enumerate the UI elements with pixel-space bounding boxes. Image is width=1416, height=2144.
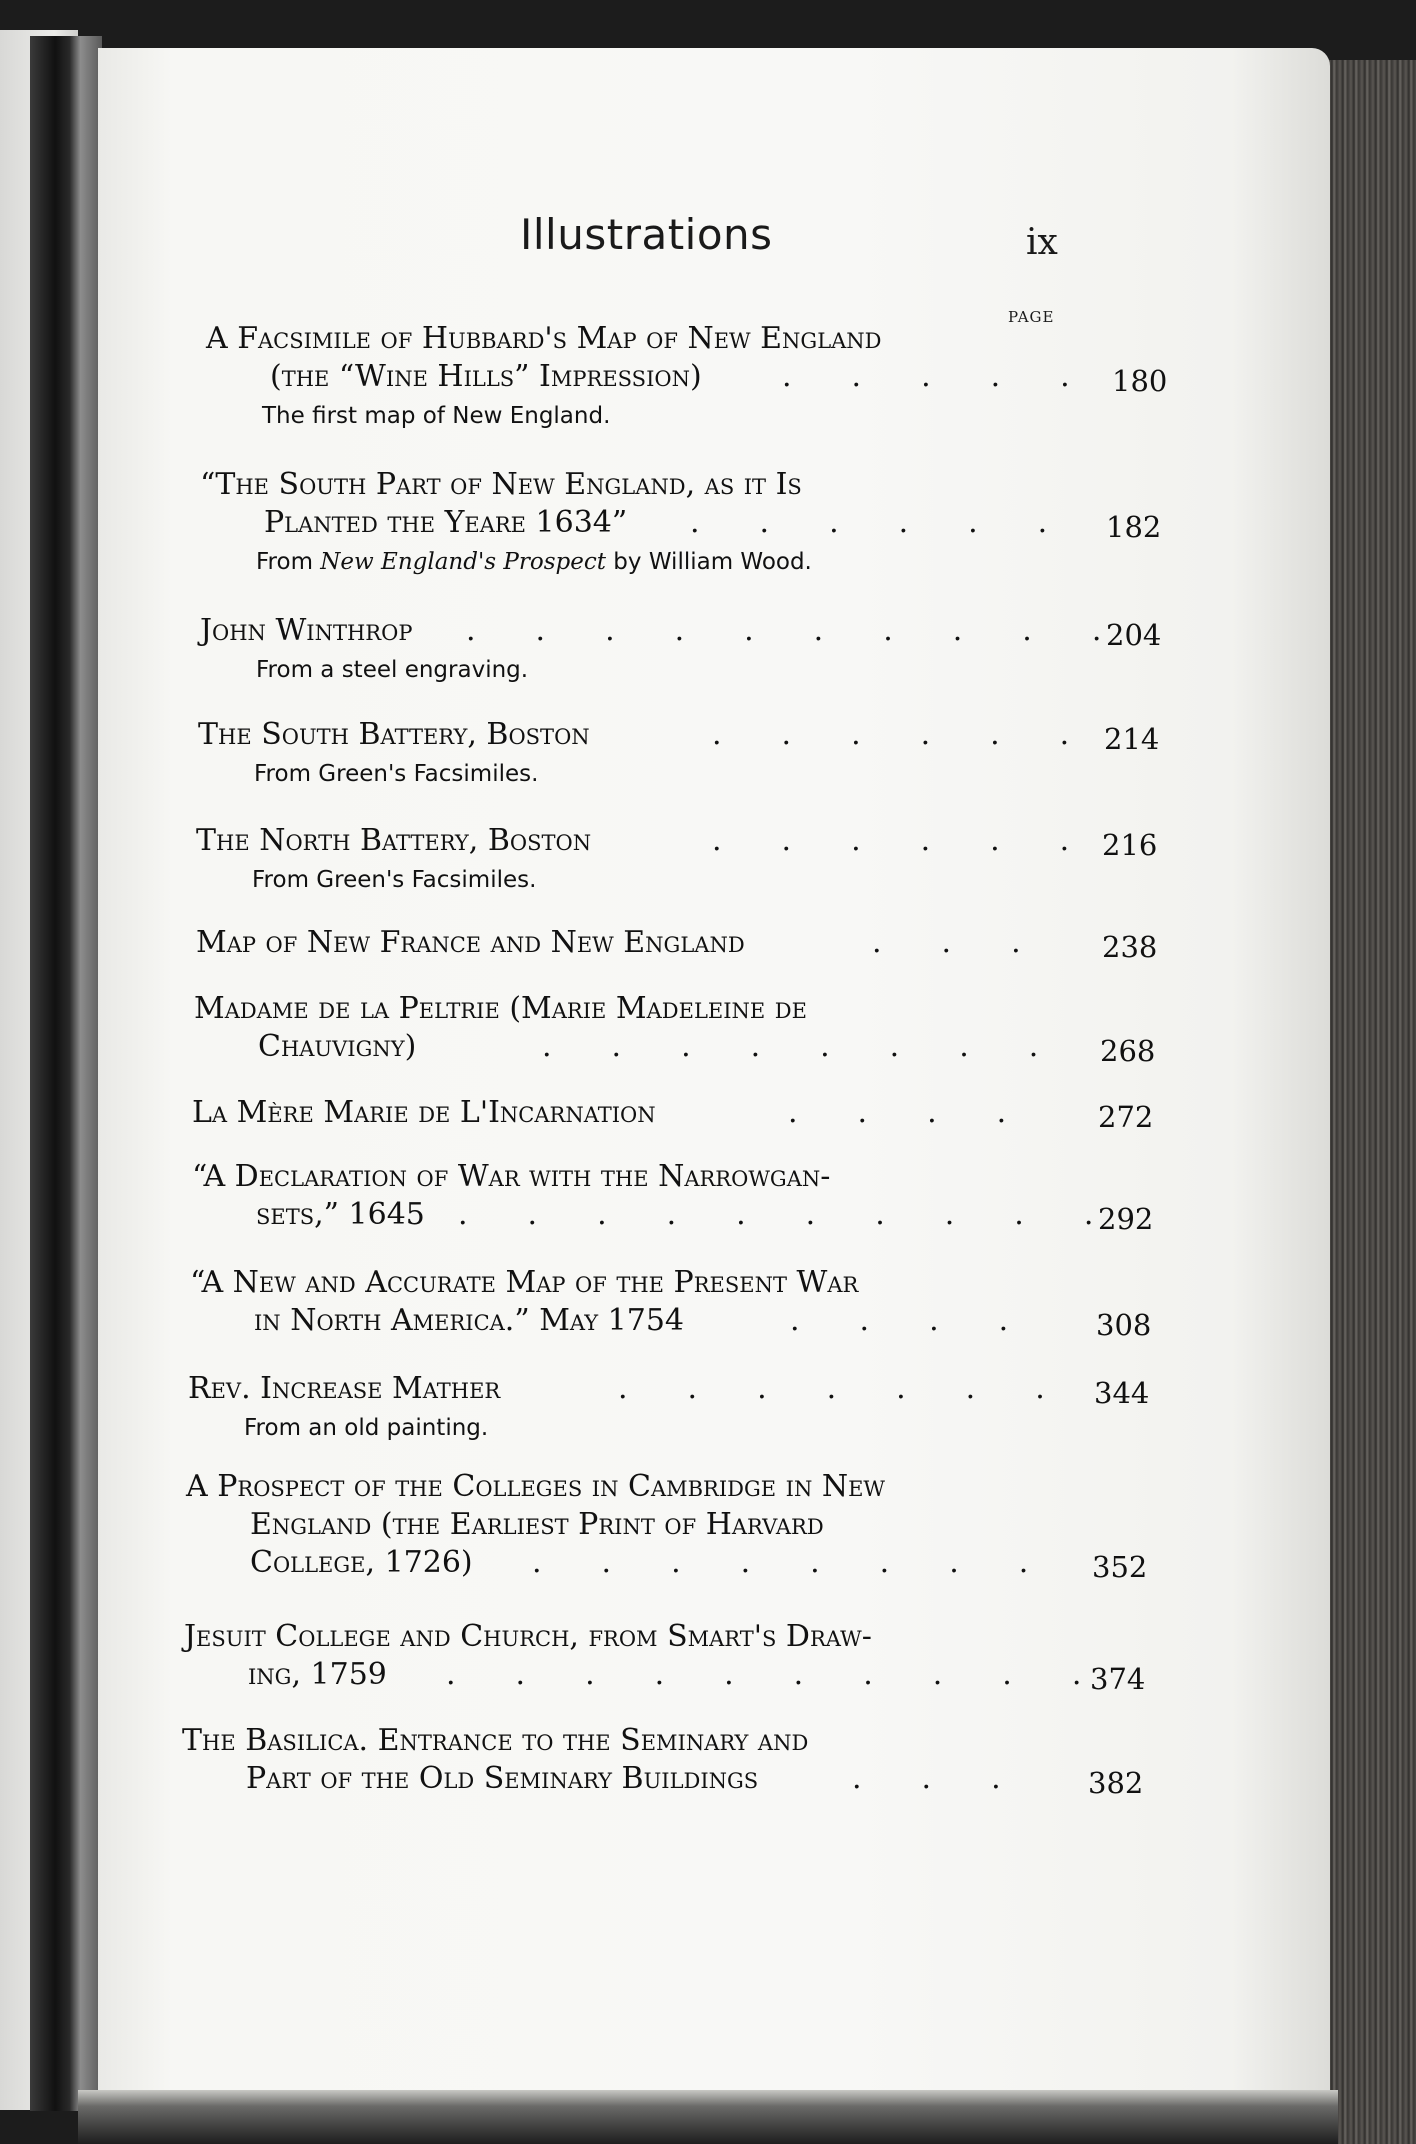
entry-caption <box>200 654 1100 686</box>
entry-title-text: La Mère Marie de L'Incarnation <box>192 1095 656 1130</box>
entry-title-text: College, 1726) <box>250 1545 473 1580</box>
dot-leader: . . . . . . . . . . <box>466 613 1102 648</box>
dot-leader: . . . . . . <box>690 505 1048 540</box>
dot-leader: . . . . <box>788 1095 1007 1130</box>
illustration-entry <box>186 1468 1150 1582</box>
entry-title-text: England (the Earliest Print of Harvard <box>250 1507 824 1542</box>
entry-title-line <box>196 822 1158 862</box>
entry-title-line <box>188 1370 1150 1410</box>
entry-title-text: A Prospect of the Colleges in Cambridge in New <box>186 1469 886 1504</box>
entry-title-text: in North America.” May 1754 <box>254 1303 684 1338</box>
entry-caption <box>200 546 1164 578</box>
entry-title-text: Chauvigny) <box>258 1029 417 1064</box>
entry-title-text: Madame de la Peltrie (Marie Madeleine de <box>194 991 807 1026</box>
illustration-entry <box>192 1094 1154 1134</box>
page-number: ix <box>1026 222 1058 263</box>
entry-title-line <box>198 716 1160 756</box>
entry-caption <box>188 1412 1088 1444</box>
caption-text: From <box>256 549 321 575</box>
entry-title-text: sets,” 1645 <box>256 1197 425 1232</box>
entry-page-number: 344 <box>1094 1376 1150 1410</box>
entry-title-line <box>186 1506 1150 1544</box>
entry-page-number: 238 <box>1102 930 1158 964</box>
entry-page-number: 382 <box>1088 1766 1144 1800</box>
dot-leader: . . . . . . . <box>618 1371 1045 1406</box>
entry-title-text: The North Battery, Boston <box>196 823 592 858</box>
entry-title-line <box>190 1264 1090 1302</box>
page-column-label: PAGE <box>1008 308 1055 326</box>
entry-title-text: The Basilica. Entrance to the Seminary and <box>182 1723 809 1758</box>
illustration-entry <box>188 1370 1150 1444</box>
entry-title-line <box>192 1196 1156 1234</box>
entry-title-text: “The South Part of New England, as it Is <box>200 467 802 502</box>
illustration-entry <box>196 822 1158 896</box>
illustration-entry <box>184 1618 1148 1694</box>
entry-title-text: (the “Wine Hills” Impression) <box>270 359 702 394</box>
caption-text: From an old painting. <box>244 1415 489 1441</box>
entry-title-line <box>186 1468 1086 1506</box>
dot-leader: . . . . . . . . <box>542 1029 1039 1064</box>
caption-text: From a steel engraving. <box>256 657 529 683</box>
illustration-entry <box>194 990 1158 1066</box>
entry-title-text: “A New and Accurate Map of the Present War <box>190 1265 859 1300</box>
caption-book-title: New England's Prospect <box>320 549 606 575</box>
dot-leader: . . . . . <box>782 359 1070 394</box>
entry-title-line <box>182 1722 1082 1760</box>
entry-caption <box>206 400 1170 432</box>
dot-leader: . . . . . . . . . . <box>458 1197 1094 1232</box>
illustration-entry <box>196 924 1158 964</box>
dot-leader: . . . . . . . . . . <box>446 1657 1082 1692</box>
dot-leader: . . . . <box>790 1303 1009 1338</box>
entry-title-text: ing, 1759 <box>248 1657 387 1692</box>
page-block-edge <box>1326 60 1416 2144</box>
entry-title-line <box>194 990 1094 1028</box>
illustration-entry <box>190 1264 1154 1340</box>
entry-page-number: 204 <box>1106 618 1162 652</box>
illustration-entry <box>200 466 1164 578</box>
entry-title-text: A Facsimile of Hubbard's Map of New England <box>206 321 882 356</box>
entry-title-line <box>192 1158 1092 1196</box>
entry-page-number: 374 <box>1090 1662 1146 1696</box>
entry-title-text: “A Declaration of War with the Narrowgan- <box>192 1159 831 1194</box>
illustration-entry <box>206 320 1170 432</box>
entry-title-line <box>184 1618 1084 1656</box>
book-gutter <box>30 36 102 2111</box>
entry-caption <box>196 864 1096 896</box>
caption-text: From Green's Facsimiles. <box>252 867 537 893</box>
entry-title-line <box>190 1302 1154 1340</box>
entry-page-number: 268 <box>1100 1034 1156 1068</box>
entry-caption <box>198 758 1098 790</box>
entry-page-number: 182 <box>1106 510 1162 544</box>
dot-leader: . . . <box>852 1761 1001 1796</box>
entry-page-number: 272 <box>1098 1100 1154 1134</box>
entry-page-number: 180 <box>1112 364 1168 398</box>
illustration-entry <box>182 1722 1146 1798</box>
illustration-entry <box>192 1158 1156 1234</box>
dot-leader: . . . . . . <box>712 717 1070 752</box>
entry-title-text: The South Battery, Boston <box>198 717 590 752</box>
entry-title-text: Planted the Yeare 1634” <box>264 505 628 540</box>
entry-title-line <box>200 466 1100 504</box>
entry-title-line <box>192 1094 1154 1134</box>
entry-title-text: John Winthrop <box>200 613 413 648</box>
entry-page-number: 216 <box>1102 828 1158 862</box>
illustration-entry <box>200 612 1162 686</box>
entry-title-line <box>200 504 1164 542</box>
running-title: Illustrations <box>520 210 773 259</box>
entry-title-text: Jesuit College and Church, from Smart's Draw- <box>184 1619 872 1654</box>
caption-text: From Green's Facsimiles. <box>254 761 539 787</box>
caption-text: The first map of New England. <box>262 403 611 429</box>
page-bottom-shadow <box>78 2090 1338 2144</box>
entry-page-number: 214 <box>1104 722 1160 756</box>
dot-leader: . . . . . . . . <box>532 1545 1029 1580</box>
entry-title-line <box>186 1544 1150 1582</box>
dot-leader: . . . <box>872 925 1021 960</box>
entry-title-line <box>206 358 1170 396</box>
entry-page-number: 308 <box>1096 1308 1152 1342</box>
entry-title-text: Rev. Increase Mather <box>188 1371 501 1406</box>
caption-text: by William Wood. <box>605 549 812 575</box>
entry-title-line <box>196 924 1158 964</box>
entry-title-text: Map of New France and New England <box>196 925 745 960</box>
entry-title-line <box>194 1028 1158 1066</box>
entry-title-text: Part of the Old Seminary Buildings <box>246 1761 759 1796</box>
entry-page-number: 292 <box>1098 1202 1154 1236</box>
illustration-entry <box>198 716 1160 790</box>
entry-title-line <box>206 320 1106 358</box>
entry-title-line <box>200 612 1162 652</box>
entry-title-line <box>184 1656 1148 1694</box>
dot-leader: . . . . . . <box>712 823 1070 858</box>
entry-page-number: 352 <box>1092 1550 1148 1584</box>
entry-title-line <box>182 1760 1146 1798</box>
